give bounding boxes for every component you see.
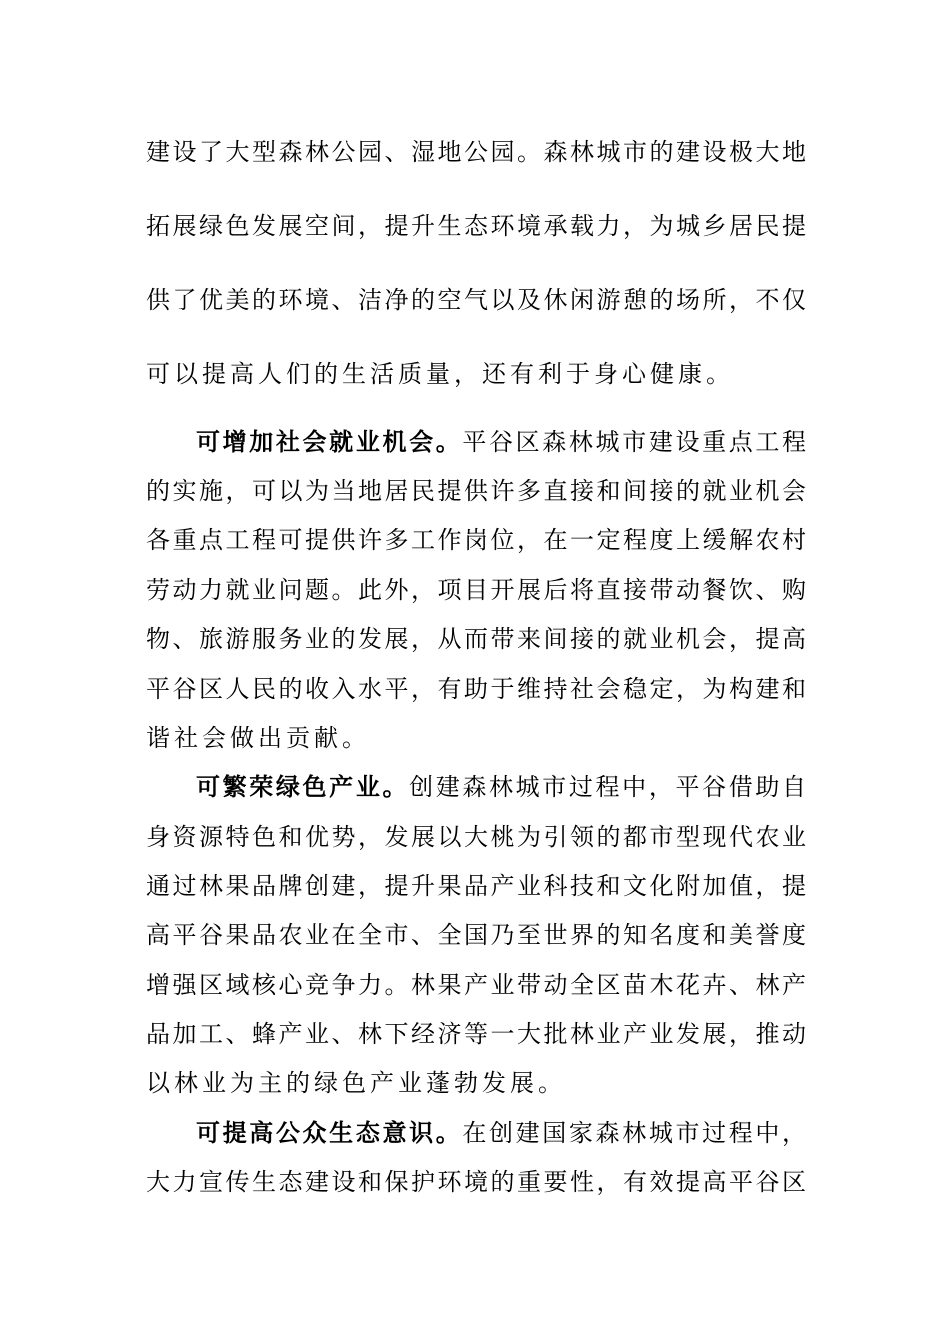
paragraph-3-first-text: 创建森林城市过程中，平谷借助自	[409, 773, 807, 801]
paragraph-1-line-3: 供了优美的环境、洁净的空气以及休闲游憩的场所，不仅	[146, 286, 806, 314]
paragraph-3-line-3: 通过林果品牌创建，提升果品产业科技和文化附加值，提	[146, 872, 806, 900]
paragraph-2-first-text: 平谷区森林城市建设重点工程	[462, 428, 807, 456]
paragraph-4-heading: 可提高公众生态意识。	[196, 1119, 463, 1147]
paragraph-2-line-7: 谐社会做出贡献。	[146, 724, 370, 752]
paragraph-2-heading: 可增加社会就业机会。	[196, 428, 463, 456]
paragraph-2-first-line	[196, 425, 806, 459]
paragraph-4-first-line	[196, 1116, 806, 1150]
paragraph-3-heading: 可繁荣绿色产业。	[196, 773, 410, 801]
paragraph-2-line-6: 平谷区人民的收入水平，有助于维持社会稳定，为构建和	[146, 675, 806, 703]
paragraph-2-line-2: 的实施，可以为当地居民提供许多直接和间接的就业机会	[146, 477, 806, 505]
paragraph-2-line-5: 物、旅游服务业的发展，从而带来间接的就业机会，提高	[146, 625, 806, 653]
paragraph-2-line-4: 劳动力就业问题。此外，项目开展后将直接带动餐饮、购	[146, 576, 806, 604]
paragraph-3-line-7: 以林业为主的绿色产业蓬勃发展。	[146, 1069, 566, 1097]
paragraph-4-first-text: 在创建国家森林城市过程中，	[462, 1119, 807, 1147]
paragraph-3-first-line	[196, 770, 806, 804]
paragraph-3-line-4: 高平谷果品农业在全市、全国乃至世界的知名度和美誉度	[146, 921, 806, 949]
paragraph-3-line-5: 增强区域核心竞争力。林果产业带动全区苗木花卉、林产	[146, 971, 806, 999]
paragraph-3-line-2: 身资源特色和优势，发展以大桃为引领的都市型现代农业	[146, 823, 806, 851]
paragraph-4-line-2: 大力宣传生态建设和保护环境的重要性，有效提高平谷区	[146, 1168, 806, 1196]
paragraph-3-line-6: 品加工、蜂产业、林下经济等一大批林业产业发展，推动	[146, 1020, 806, 1048]
paragraph-1-line-1: 建设了大型森林公园、湿地公园。森林城市的建设极大地	[146, 138, 806, 166]
paragraph-2-line-3: 各重点工程可提供许多工作岗位，在一定程度上缓解农村	[146, 526, 806, 554]
paragraph-1-line-4: 可以提高人们的生活质量，还有利于身心健康。	[146, 360, 734, 388]
paragraph-1-line-2: 拓展绿色发展空间，提升生态环境承载力，为城乡居民提	[146, 212, 806, 240]
